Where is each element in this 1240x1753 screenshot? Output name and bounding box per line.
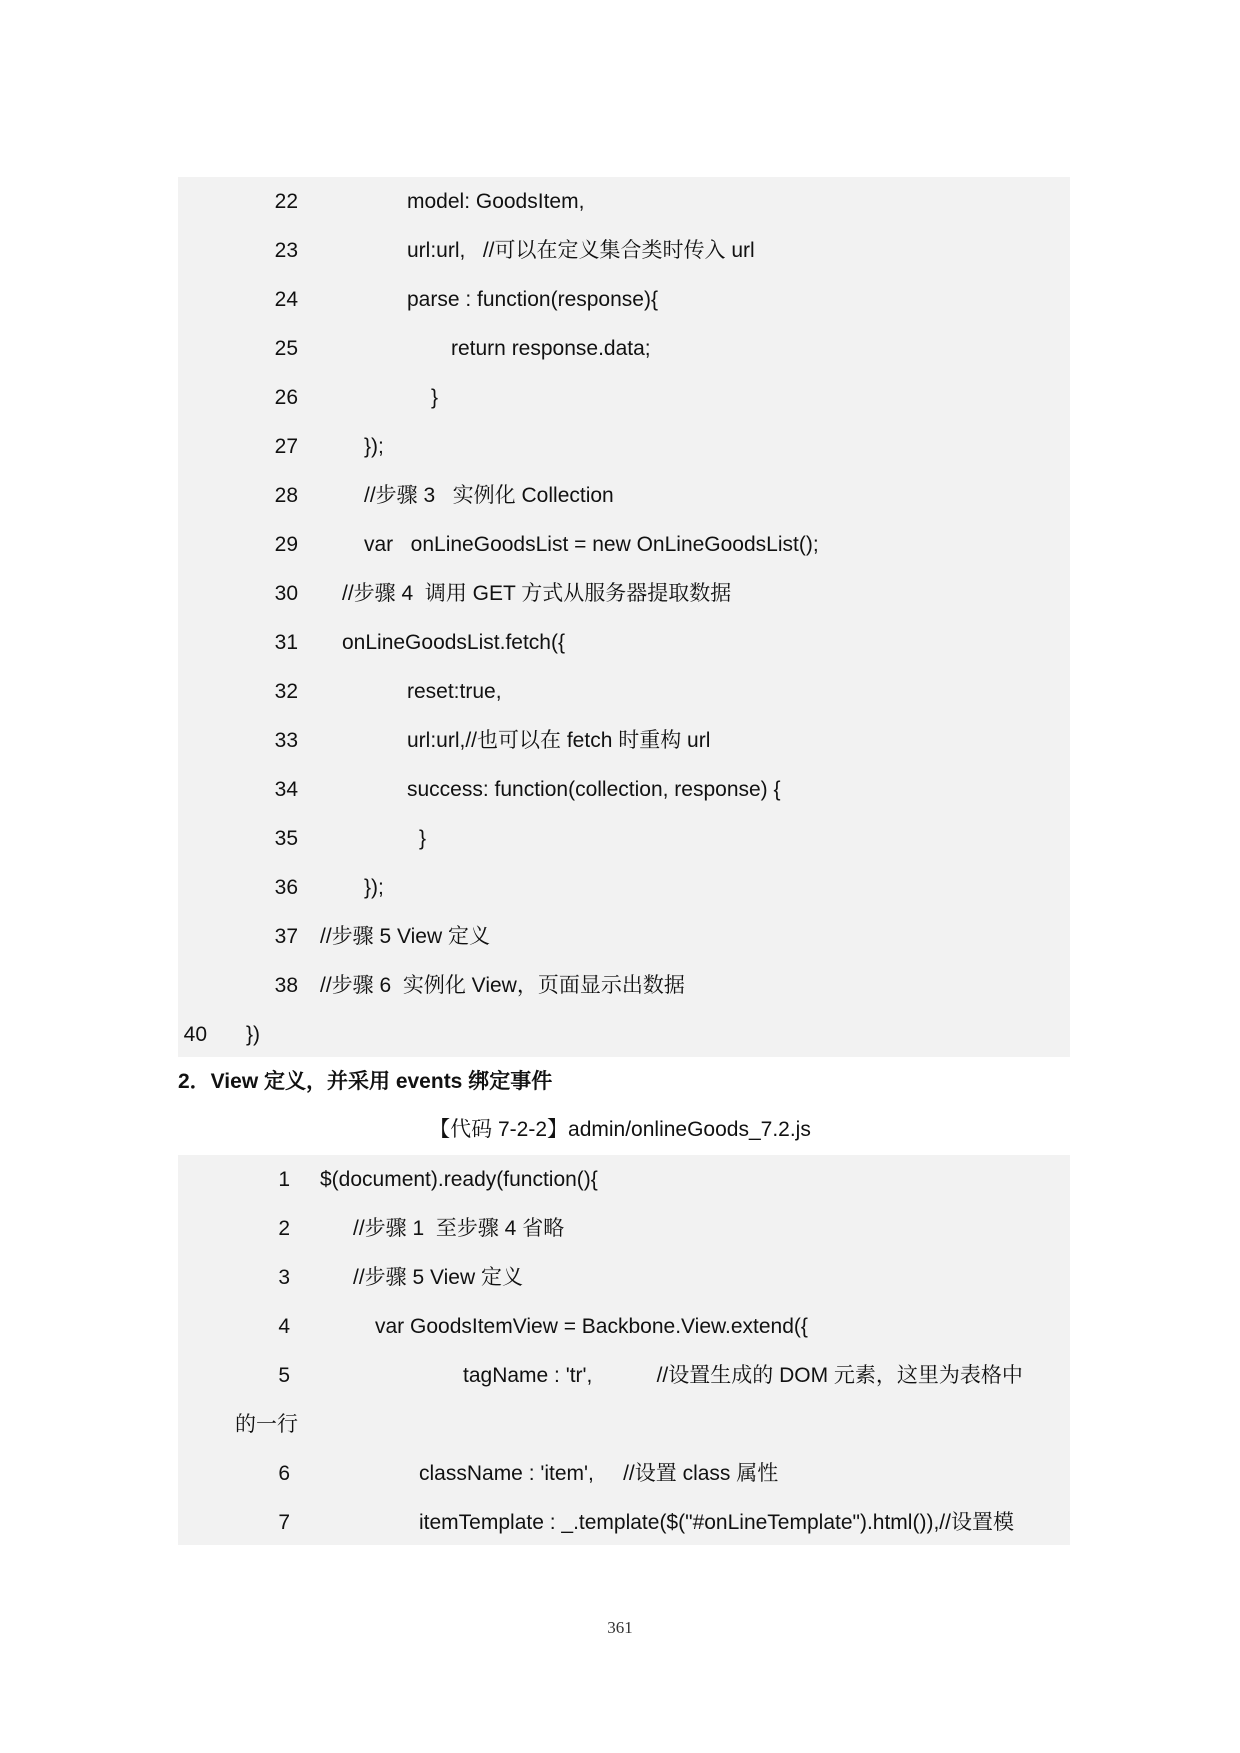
code-text: onLineGoodsList.fetch({	[342, 631, 565, 654]
code-line	[178, 961, 1070, 1010]
code-text: 的一行	[235, 1413, 298, 1436]
line-number: 22	[274, 190, 298, 213]
code-line	[178, 1204, 1070, 1253]
page-number: 361	[607, 1618, 633, 1637]
code-line	[178, 1351, 1070, 1400]
code-line	[178, 1253, 1070, 1302]
line-number: 25	[274, 337, 298, 360]
code-text: //步骤 5 View 定义	[353, 1266, 523, 1289]
code-line	[178, 177, 1070, 226]
line-number: 4	[278, 1315, 290, 1338]
code-text: url:url, //可以在定义集合类时传入 url	[407, 239, 755, 262]
code-text: }	[419, 827, 427, 850]
code-line	[178, 1400, 1070, 1449]
code-text: });	[364, 435, 384, 458]
code-line	[178, 569, 1070, 618]
code-text: parse : function(response){	[407, 288, 658, 311]
code-text: }	[431, 386, 439, 409]
code-line	[178, 1155, 1070, 1204]
line-number: 37	[274, 925, 298, 948]
code-text: })	[246, 1023, 261, 1046]
code-block-2	[178, 1155, 1070, 1545]
line-number: 34	[274, 778, 298, 801]
line-number: 32	[274, 680, 298, 703]
code-text: //步骤 1 至步骤 4 省略	[353, 1217, 565, 1240]
line-number: 31	[274, 631, 298, 654]
line-number: 7	[278, 1511, 290, 1534]
code-line	[178, 1449, 1070, 1498]
code-line	[178, 422, 1070, 471]
code-text: var onLineGoodsList = new OnLineGoodsList();	[364, 533, 819, 556]
code-text: tagName : 'tr', //设置生成的 DOM 元素，这里为表格中	[463, 1364, 1023, 1387]
line-number: 30	[274, 582, 298, 605]
code-text: //步骤 4 调用 GET 方式从服务器提取数据	[342, 582, 732, 605]
code-line	[178, 471, 1070, 520]
code-block-1	[178, 177, 1070, 1057]
line-number: 6	[278, 1462, 290, 1485]
code-line	[178, 618, 1070, 667]
code-line	[178, 765, 1070, 814]
code-line	[178, 667, 1070, 716]
line-number: 3	[278, 1266, 290, 1289]
code-text: success: function(collection, response) {	[407, 778, 781, 801]
line-number: 28	[274, 484, 298, 507]
section-title: 2．View 定义，并采用 events 绑定事件	[178, 1070, 553, 1093]
code-line	[178, 1010, 1070, 1059]
code-line	[178, 373, 1070, 422]
code-text: className : 'item', //设置 class 属性	[419, 1462, 779, 1485]
code-text: //步骤 6 实例化 View，页面显示出数据	[320, 974, 685, 997]
code-text: $(document).ready(function(){	[320, 1168, 598, 1191]
code-text: //步骤 5 View 定义	[320, 925, 490, 948]
code-line	[178, 226, 1070, 275]
code-line	[178, 912, 1070, 961]
line-number: 36	[274, 876, 298, 899]
line-number: 1	[278, 1168, 290, 1191]
code-line	[178, 863, 1070, 912]
code-line	[178, 1498, 1070, 1547]
code-text: url:url,//也可以在 fetch 时重构 url	[407, 729, 711, 752]
code-caption: 【代码 7-2-2】admin/onlineGoods_7.2.js	[429, 1118, 811, 1141]
code-line	[178, 814, 1070, 863]
code-line	[178, 520, 1070, 569]
line-number: 5	[278, 1364, 290, 1387]
code-text: var GoodsItemView = Backbone.View.extend({	[375, 1315, 808, 1338]
line-number: 35	[274, 827, 298, 850]
code-text: return response.data;	[451, 337, 651, 360]
code-line	[178, 275, 1070, 324]
code-text: });	[364, 876, 384, 899]
line-number: 33	[274, 729, 298, 752]
line-number: 38	[274, 974, 298, 997]
line-number: 24	[274, 288, 298, 311]
code-line	[178, 1302, 1070, 1351]
code-text: itemTemplate : _.template($("#onLineTemplate").html()),//设置模	[419, 1511, 1014, 1534]
line-number: 2	[278, 1217, 290, 1240]
line-number: 26	[274, 386, 298, 409]
code-text: //步骤 3 实例化 Collection	[364, 484, 614, 507]
code-line	[178, 324, 1070, 373]
line-number: 27	[274, 435, 298, 458]
code-line	[178, 716, 1070, 765]
line-number: 23	[274, 239, 298, 262]
code-text: reset:true,	[407, 680, 502, 703]
code-text: model: GoodsItem,	[407, 190, 585, 213]
line-number: 29	[274, 533, 298, 556]
line-number: 40	[183, 1023, 207, 1046]
